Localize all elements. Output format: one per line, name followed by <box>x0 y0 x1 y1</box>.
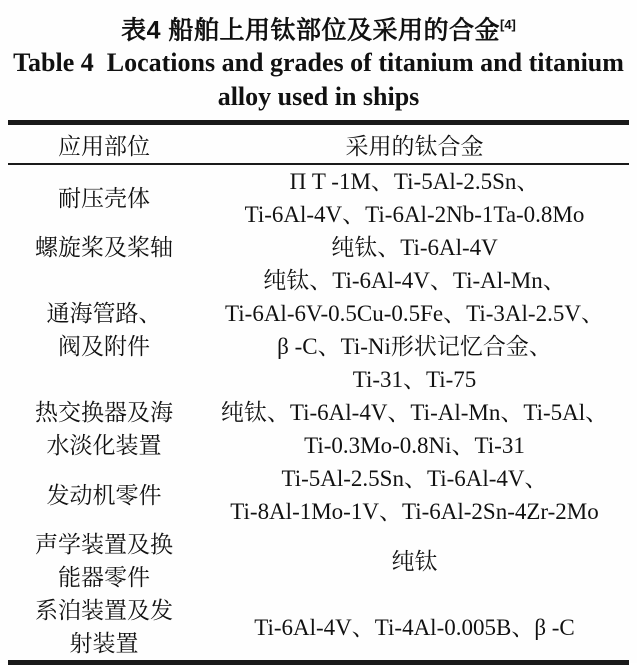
alloy-cell <box>200 164 629 231</box>
alloy-line: Ti-0.3Mo-0.8Ni、Ti-31 <box>304 433 525 459</box>
alloy-cell <box>200 396 629 462</box>
location-line: 能器零件 <box>58 565 150 591</box>
location-cell <box>8 594 200 663</box>
table-row <box>8 231 629 264</box>
alloy-line: 纯钛、Ti-6Al-4V、Ti-Al-Mn、Ti-5Al、 <box>220 400 609 426</box>
alloy-line: Ti-8Al-1Mo-1V、Ti-6Al-2Sn-4Zr-2Mo <box>230 499 599 525</box>
alloy-cell <box>200 594 629 663</box>
table-body <box>8 164 629 663</box>
table-row <box>8 462 629 528</box>
location-cell <box>8 164 200 231</box>
location-cell <box>8 528 200 594</box>
table-row <box>8 396 629 462</box>
location-cell <box>8 396 200 462</box>
alloy-line: Ti-6Al-4V、Ti-6Al-2Nb-1Ta-0.8Mo <box>244 202 585 228</box>
table-row <box>8 264 629 396</box>
location-cell <box>8 231 200 264</box>
location-line: 声学装置及换 <box>35 532 173 558</box>
header-row <box>8 123 629 165</box>
alloy-line: Π T -1M、Ti-5Al-2.5Sn、 <box>289 169 540 195</box>
alloy-cell <box>200 528 629 594</box>
table-header <box>8 123 629 165</box>
alloy-cell <box>200 462 629 528</box>
location-line: 水淡化装置 <box>46 433 162 459</box>
alloy-line: 纯钛、Ti-6Al-4V、Ti-Al-Mn、 <box>263 268 566 294</box>
alloy-line: 纯钛、Ti-6Al-4V <box>331 235 498 261</box>
alloy-line: Ti-31、Ti-75 <box>352 367 477 393</box>
alloy-line: Ti-5Al-2.5Sn、Ti-6Al-4V、 <box>281 466 548 492</box>
location-line: 螺旋桨及桨轴 <box>35 235 173 261</box>
alloy-line: Ti-6Al-4V、Ti-4Al-0.005B、β -C <box>254 614 575 640</box>
alloy-cell <box>200 231 629 264</box>
column-header-alloy: 采用的钛合金 <box>200 123 629 165</box>
alloy-cell <box>200 264 629 396</box>
location-line: 通海管路、 <box>46 301 162 327</box>
titanium-locations-table <box>8 120 629 665</box>
location-cell <box>8 264 200 396</box>
table-row <box>8 164 629 231</box>
alloy-line: 纯钛 <box>391 548 438 574</box>
table-title-chinese-text: 表4 船舶上用钛部位及采用的合金 <box>121 16 500 45</box>
table-row <box>8 528 629 594</box>
location-cell <box>8 462 200 528</box>
location-line: 阀及附件 <box>58 334 150 360</box>
citation-superscript: [4] <box>499 17 516 32</box>
alloy-line: Ti-6Al-6V-0.5Cu-0.5Fe、Ti-3Al-2.5V、 <box>225 301 604 327</box>
location-line: 热交换器及海 <box>35 400 173 426</box>
location-line: 射装置 <box>69 631 139 657</box>
table-row <box>8 594 629 663</box>
location-line: 耐压壳体 <box>58 185 150 211</box>
location-line: 发动机零件 <box>46 482 162 508</box>
table-title-chinese <box>0 9 637 46</box>
alloy-line: β -C、Ti-Ni形状记忆合金、 <box>277 334 552 360</box>
location-line: 系泊装置及发 <box>35 598 173 624</box>
table-title-english-line1: Table 4 Locations and grades of titanium and titanium <box>13 48 624 78</box>
table-title-english-line2: alloy used in ships <box>217 82 420 112</box>
column-header-location: 应用部位 <box>8 123 200 165</box>
